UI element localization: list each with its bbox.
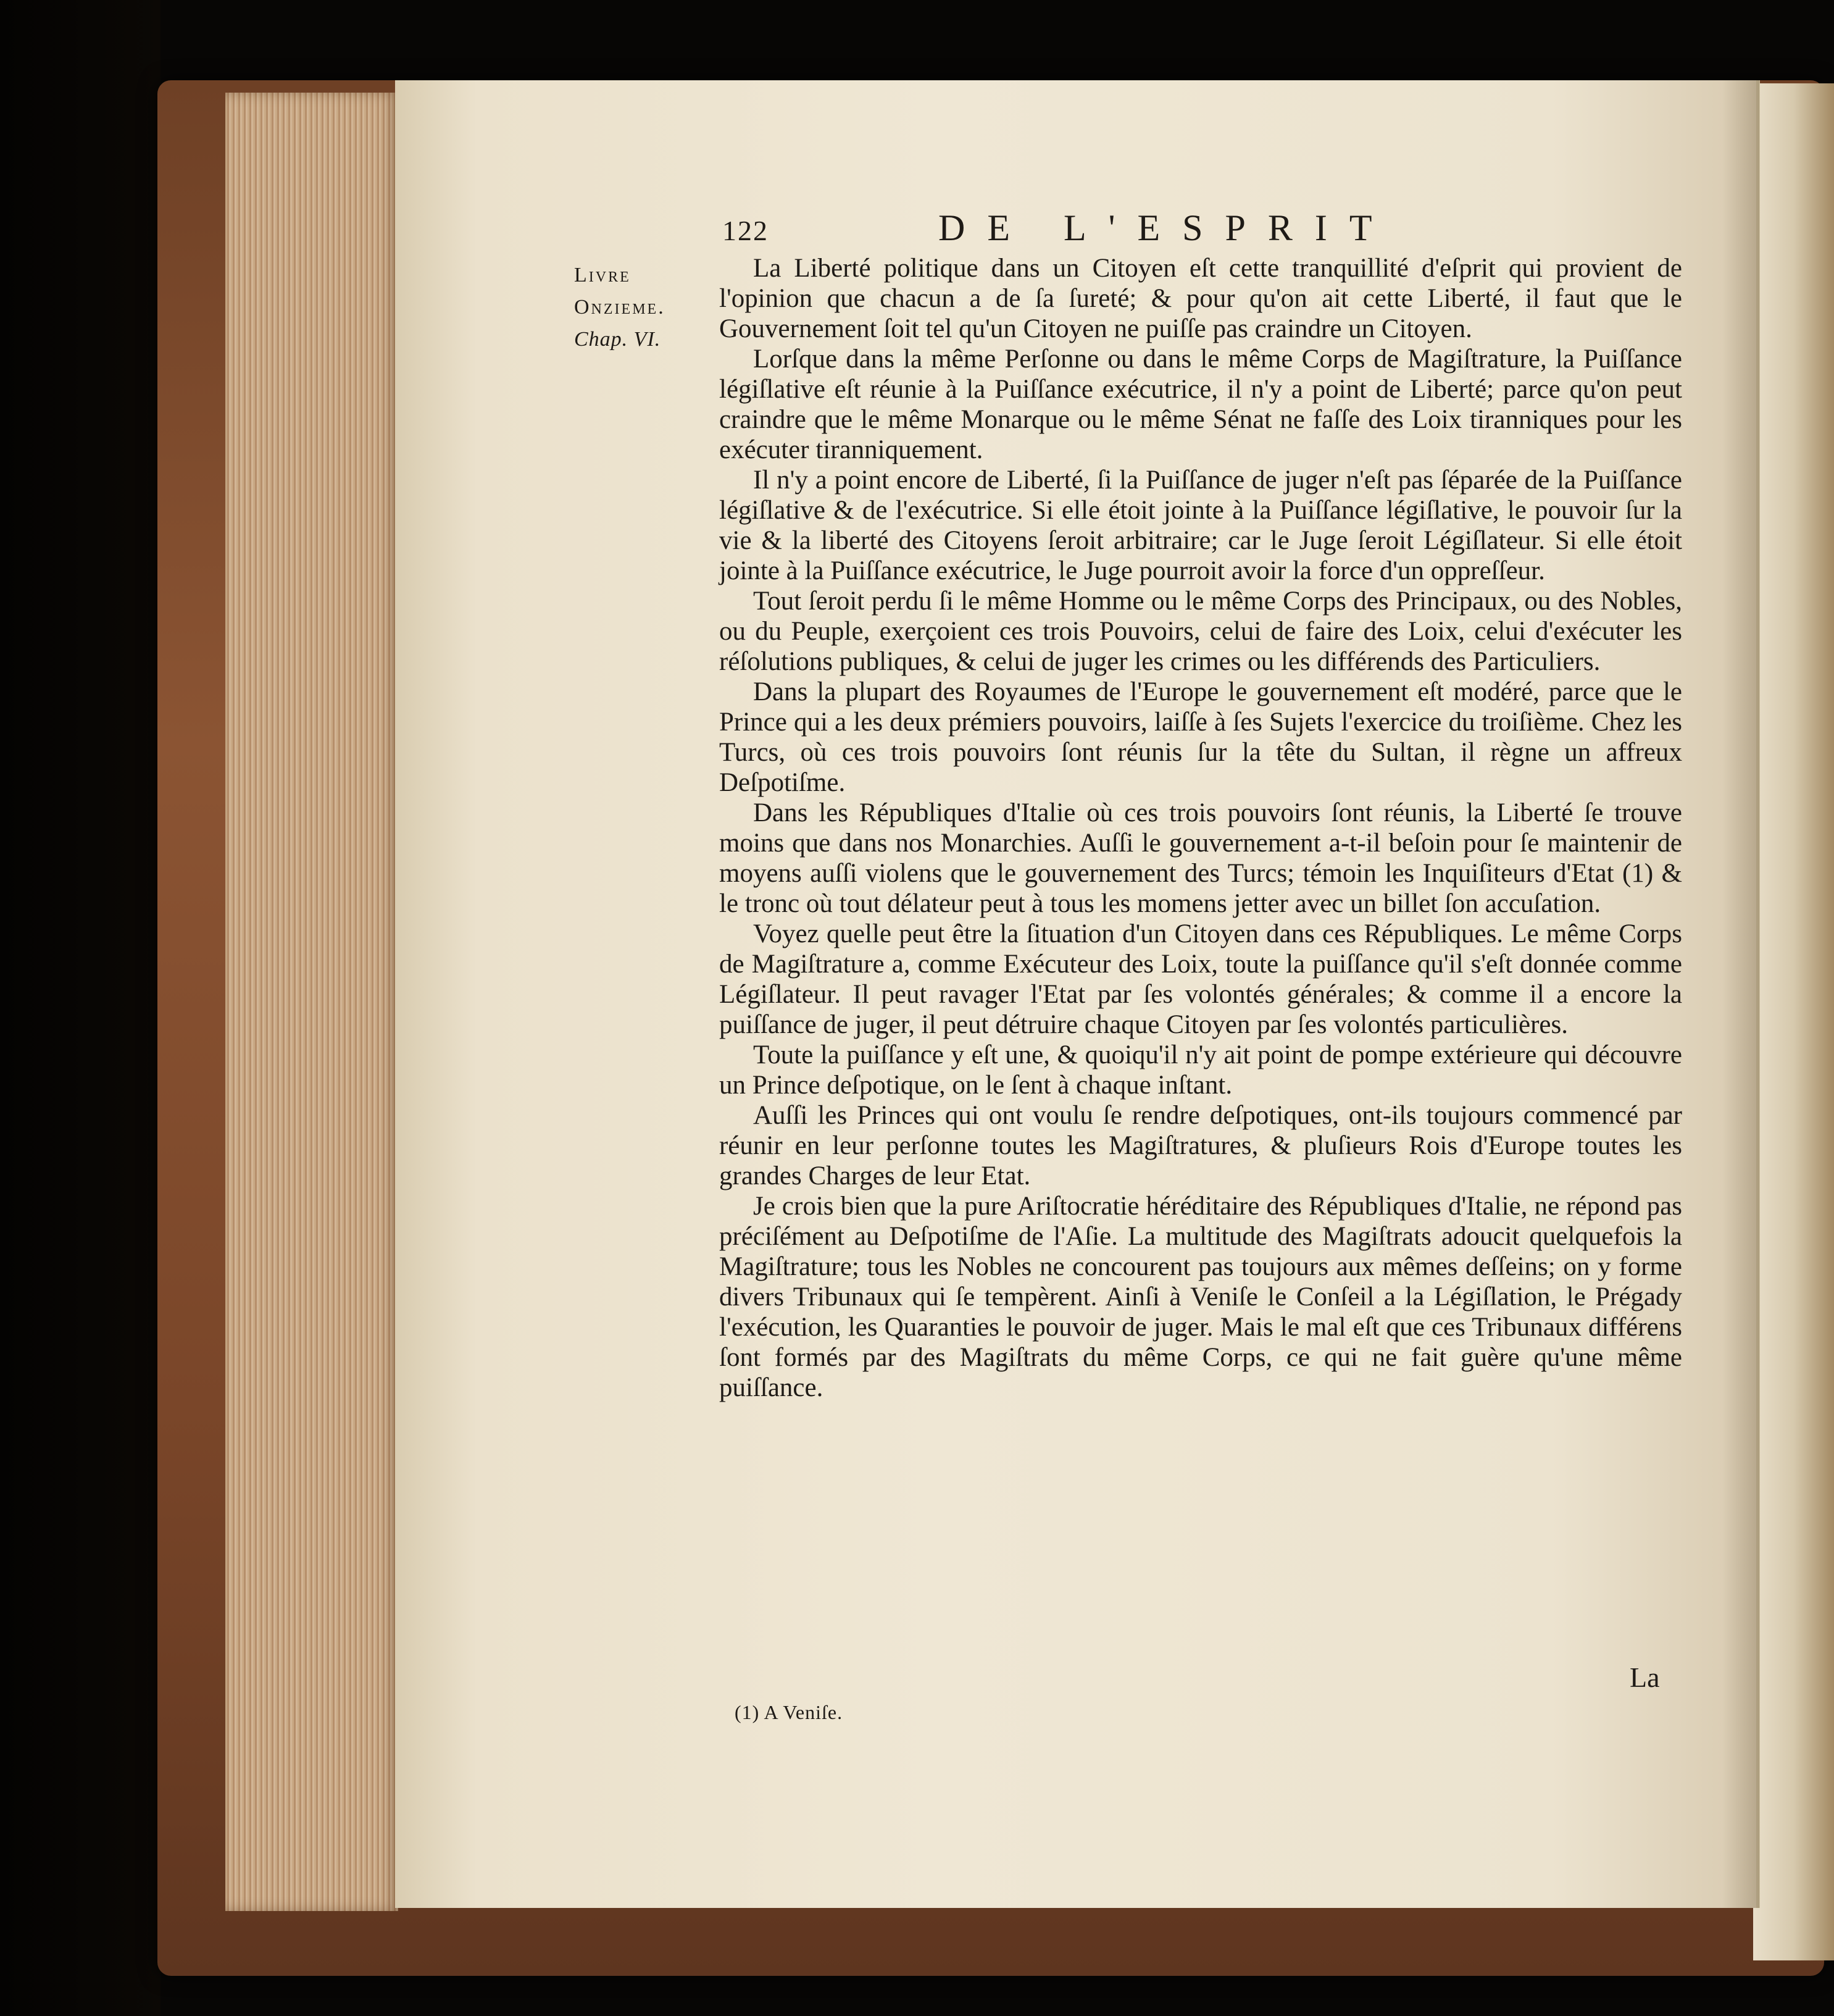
facing-page-edge	[1753, 83, 1834, 1960]
body-text	[719, 253, 1682, 1403]
margin-note-onzieme: Onzieme.	[574, 296, 665, 319]
margin-note-chapter: Chap. VI.	[574, 328, 661, 351]
dark-background	[0, 0, 160, 2016]
paragraph: Voyez quelle peut être la ſituation d'un Citoyen dans ces Républiques. Le même Corps de Magiſtrature a, comme Exécuteur des Loix, toute la puiſſance qu'il s'eſt donnée comme Légiſlateur. Il peut ravager l'Etat par ſes volontés générales; & comme il a encore la puiſſance de juger, il peut détruire chaque Citoyen par ſes volontés particulières.	[719, 919, 1682, 1039]
margin-note	[574, 259, 722, 356]
paragraph: Lorſque dans la même Perſonne ou dans le même Corps de Magiſtrature, la Puiſſance légiſlative eſt réunie à la Puiſſance exécutrice, il n'y a point de Liberté; parce qu'on peut craindre que le même Monarque ou le même Sénat ne faſſe des Loix tiranniques pour les exécuter tiranniquement.	[719, 345, 1682, 464]
paragraph: Il n'y a point encore de Liberté, ſi la Puiſſance de juger n'eſt pas ſéparée de la Puiſſance légiſlative & de l'exécutrice. Si elle étoit jointe à la Puiſſance légiſlative, le pouvoir ſur la vie & la liberté des Citoyens ſeroit arbitraire; car le Juge ſeroit Légiſlateur. Si elle étoit jointe à la Puiſſance exécutrice, le Juge pourroit avoir la force d'un oppreſſeur.	[719, 466, 1682, 585]
paragraph: Je crois bien que la pure Ariſtocratie héréditaire des Républiques d'Italie, ne répond pas préciſément au Deſpotiſme de l'Aſie. La multitude des Magiſtrats adoucit quelquefois la Magiſtrature; tous les Nobles ne concourent pas toujours aux mêmes deſſeins; on y forme divers Tribunaux qui ſe tempèrent. Ainſi à Veniſe le Conſeil a la Légiſlation, le Prégady l'exécution, les Quaranties le pouvoir de juger. Mais le mal eſt que ces Tribunaux différens ſont formés par des Magiſtrats du même Corps, ce qui ne fait guère qu'une même puiſſance.	[719, 1192, 1682, 1402]
paragraph: La Liberté politique dans un Citoyen eſt cette tranquillité d'eſprit qui provient de l'opinion que chacun a de ſa ſureté; & pour qu'on ait cette Liberté, il faut que le Gouvernement ſoit tel qu'un Citoyen ne puiſſe pas craindre un Citoyen.	[719, 254, 1682, 343]
paragraph: Tout ſeroit perdu ſi le même Homme ou le même Corps des Principaux, ou des Nobles, ou du Peuple, exerçoient ces trois Pouvoirs, celui de faire des Loix, celui d'exécuter les réſolutions publiques, & celui de juger les crimes ou les différends des Particuliers.	[719, 587, 1682, 676]
paragraph: Dans les Républiques d'Italie où ces trois pouvoirs ſont réunis, la Liberté ſe trouve moins que dans nos Monarchies. Auſſi le gouvernement a-t-il beſoin pour ſe maintenir de moyens auſſi violens que le gouvernement des Turcs; témoin les Inquiſiteurs d'Etat (1) & le tronc où tout délateur peut à tous les momens jetter avec un billet ſon accuſation.	[719, 798, 1682, 918]
running-head	[722, 207, 1525, 256]
gutter-shadow	[1722, 80, 1759, 1908]
page-block-edge	[225, 93, 398, 1911]
paragraph: Dans la plupart des Royaumes de l'Europe le gouvernement eſt modéré, parce que le Prince qui a les deux prémiers pouvoirs, laiſſe à ſes Sujets l'exercice du troiſième. Chez les Turcs, où ces trois pouvoirs ſont réunis ſur la tête du Sultan, il règne un affreux Deſpotiſme.	[719, 677, 1682, 797]
catchword: La	[1630, 1662, 1660, 1693]
page-number: 122	[722, 215, 769, 246]
margin-note-livre: Livre	[574, 264, 631, 287]
running-title: DE L'ESPRIT	[938, 207, 1394, 248]
paragraph: Auſſi les Princes qui ont voulu ſe rendre deſpotiques, ont-ils toujours commencé par réunir en leur perſonne toutes les Magiſtratures, & pluſieurs Rois d'Europe toutes les grandes Charges de leur Etat.	[719, 1101, 1682, 1190]
footnote: (1) A Veniſe.	[735, 1701, 843, 1723]
book-page	[395, 80, 1760, 1908]
paragraph: Toute la puiſſance y eſt une, & quoiqu'il n'y ait point de pompe extérieure qui découvre un Prince deſpotique, on le ſent à chaque inſtant.	[719, 1040, 1682, 1100]
